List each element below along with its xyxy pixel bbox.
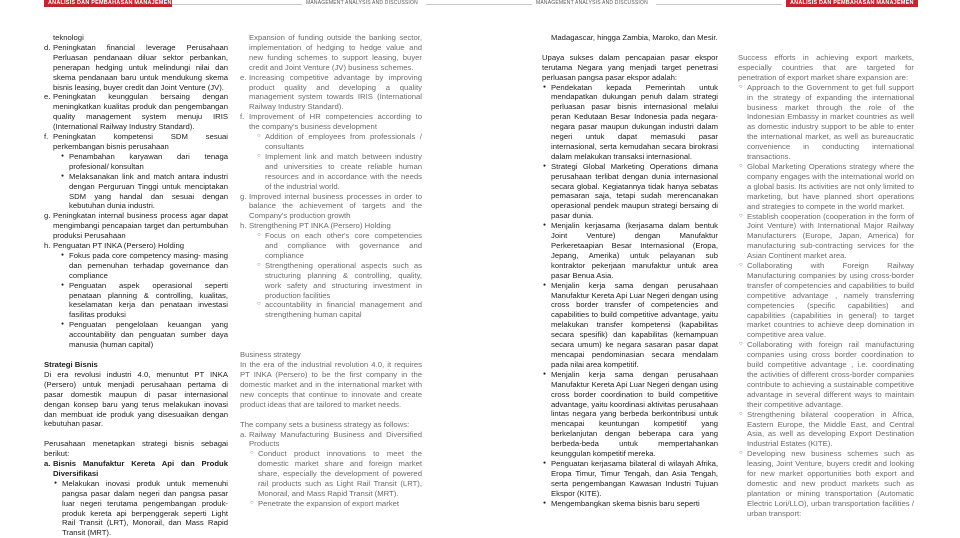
- bullet-item: ● Fokus pada core competency masing- masing dan pemenuhan terhadap governance dan compliance: [60, 251, 228, 281]
- list-item: f. Peningkatan kompetensi SDM sesuai perkembangan bisnis perusahaan: [44, 132, 228, 151]
- list-item: d. Peningkatan financial leverage Perusahaan Perluasan pendanaan diluar sektor perbankan, penerapan hedging untuk melindungi nilai dan skema pendanaan baru untuk mendukung skema bisnis leasing, buyer credit dan Joint Venture (JV).: [44, 42, 228, 92]
- bullet-item: ● Penguatan aspek operasional seperti penataan planning & controlling, kualitas, keselamatan kerja dan penataan investasi fasilitas produksi: [60, 281, 228, 321]
- header-subtitle-left: MANAGEMENT ANALYSIS AND DISCUSSION: [306, 0, 418, 6]
- column-english-right: [738, 53, 914, 519]
- bullet-item: ● Menjalin kerja sama dengan perusahaan Manufaktur Kereta Api Luar Negeri dengan using cross border coordination to build competitive advantage, yaitu koordinasi aktivitas perusahaan lintas negara yang berbeda berkontribusi untuk mencapai keuntungan kompetitif yang berkelanjutan dengan beberapa cara yang berbeda-beda untuk mempertahankan keunggulan kompetitif mereka.: [542, 370, 718, 459]
- bullet-item: ● Menjalin kerjasama (kerjasama dalam bentuk Joint Venture) dengan Manufaktur Perkeretaapian Besar Internasional (Eropa, Jepang, Amerika) untuk pelayanan sub kontraktor pekerjaan manufaktur untuk area pasar Benua Asia.: [542, 221, 718, 280]
- paragraph: Expansion of funding outside the banking sector, implementation of hedging to hedge value and new funding schemes to support leasing, buyer credit and Joint Venture (JV) business schemes.: [249, 33, 422, 72]
- bullet-item: ○ Collaborating with Foreign Railway Manufacturing companies by using cross-border transfer of competencies and capabilities to build competitive advantage , namely transferring competencies (specific capabilities) and capabilities (capabilities in general) to target market countries to achieve deep domination in competitive area value.: [738, 261, 914, 340]
- bullet-item: ● Penambahan karyawan dari tenaga profesional/ konsultan: [60, 152, 228, 172]
- bullet-item: ● Penguatan kerjasama bilateral di wilayah Afrika, Eropa Timur, Timur Tengah, dan Asia Tengah, serta pengembangan Kawasan Industri Tujuan Ekspor (KITE).: [542, 459, 718, 499]
- bullet-item: ○ Implement link and match between industry and universities to create reliable human resources and in accordance with the needs of the industrial world.: [256, 152, 422, 192]
- list-item: h. Strengthening PT INKA (Persero) Holding: [240, 221, 391, 231]
- header-tag-left: ANALISIS DAN PEMBAHASAN MANAJEMEN: [44, 0, 172, 7]
- text-line: teknologi: [53, 33, 84, 42]
- paragraph: Di era revolusi industri 4.0, menuntut PT INKA (Persero) untuk menjadi perusahaan pertama di pasar domestik maupun di pasar internasional dengan konsep baru yang terus melakukan inovasi dan membuat ide produk yang disesuaikan dengan kebutuhan pasar.: [44, 369, 228, 429]
- list-item: h. Penguatan PT INKA (Persero) Holding: [44, 241, 185, 251]
- bullet-item: ○ Conduct product innovations to meet the domestic market share and foreign market share, especially the development of powered rail products such as Light Rail Transit (LRT), Monorail, and Mass Rapid Transit (MRT).: [249, 449, 422, 499]
- paragraph: Upaya sukses dalam pencapaian pasar ekspor terutama Negara yang menjadi target penetrasi perluasan pangsa pasar ekspor adalah:: [542, 52, 718, 82]
- bullet-item: ○ Focus on each other's core competencies and compliance with governance and compliance: [256, 231, 422, 261]
- bullet-item: ● Strategi Global Marketing Operations dimana perusahaan terlibat dengan dunia internasional secara global. Kegiatannya tidak hanya sebatas pemasaran saja, tetapi sudah merencanakan operasional pendek maupun strategi bersaing di pasar dunia.: [542, 162, 718, 221]
- section-heading: Business strategy: [240, 350, 301, 360]
- page-header: [0, 0, 960, 8]
- list-item: f. Improvement of HR competencies according to the company's business development: [240, 112, 422, 132]
- bullet-item: ● Mengembangkan skema bisnis baru seperti: [542, 499, 718, 509]
- bullet-item: ○ Establish cooperation (cooperation in the form of Joint Venture) with International Major Railway Manufacturers (Europe, Japan, America) for manufacturing sub-contracting services for the Asian Continent market area.: [738, 212, 914, 262]
- bullet-item: ○ Addition of employees from professionals / consultants: [256, 132, 422, 152]
- header-tag-right: ANALISIS DAN PEMBAHASAN MANAJEMEN: [786, 0, 918, 7]
- column-indonesian-right: [542, 33, 718, 508]
- bullet-item: ○ accountability in financial management and strengthening human capital: [256, 300, 422, 320]
- paragraph: The company sets a business strategy as follows:: [240, 419, 410, 429]
- bullet-item: ● Pendekatan kepada Pemerintah untuk mendapatkan dukungan penuh dalam strategi perluasan pasar bisnis internasional melalui peran Kedutaan Besar Indonesia pada negara-negara pasar maupun dukungan industri dalam negeri untuk dapat memasuki pasar internasional, serta kemudahan secara birokrasi dalam melakukan transaksi internasional.: [542, 83, 718, 162]
- list-item: g. Improved internal business processes in order to balance the achievement of targets and the Company's production growth: [240, 191, 422, 221]
- list-item: g. Peningkatan internal business process agar dapat mengimbangi pencapaian target dan pertumbuhan produksi Perusahaan: [44, 211, 228, 241]
- list-item: e. Increasing competitive advantage by improving product quality and developing a quality management system towards IRIS (International Railway Industry Standard).: [240, 72, 422, 112]
- paragraph: Perusahaan menetapkan strategi bisnis sebagai berikut:: [44, 439, 228, 459]
- section-heading: Strategi Bisnis: [44, 360, 98, 369]
- bullet-item: ○ Collaborating with foreign rail manufacturing companies using cross border coordination to build competitive advantage , i.e. coordinating the activities of different cross-border companies contribute to achieving a sustainable competitive advantage in several different ways to maintain their competitive advantage.: [738, 340, 914, 409]
- list-item: e. Peningkatan keunggulan bersaing dengan meningkatkan kualitas produk dan pengembangan quality management system menuju IRIS (International Railway Industry Standard).: [44, 92, 228, 132]
- bullet-item: ● Melakukan inovasi produk untuk memenuhi pangsa pasar dalam negeri dan pangsa pasar luar negeri terutama pengembangan produk-produk kereta api berpenggerak seperti Light Rail Transit (LRT), Monorail, dan Mass Rapid Transit (MRT).: [53, 479, 228, 538]
- bullet-item: ○ Approach to the Government to get full support in the strategy of expanding the international business market through the role of the Indonesian Embassy in market countries as well as domestic industry support to be able to enter the international market, as well as bureaucratic convenience in conducting international transactions.: [738, 83, 914, 162]
- bullet-item: ○ Developing new business schemes such as leasing, Joint Venture, buyers credit and looking for new market opportunities both export and domestic and new product markets such as plantation or mining transportation (Automatic Electric Lori/LLO), urban transportation facilities / urban transport:: [738, 449, 914, 518]
- header-rule-right: [656, 4, 782, 5]
- bullet-item: ○ Penetrate the expansion of export market: [249, 499, 422, 509]
- header-subtitle-right: MANAGEMENT ANALYSIS AND DISCUSSION: [536, 0, 648, 6]
- bullet-item: ● Menjalin kerja sama dengan perusahaan Manufaktur Kereta Api Luar Negeri dengan using cross border transfer of competencies and capabilities to build competitive advantage, yaitu melakukan transfer kompetensi (kapabilitas secara spesifik) dan kapabilitas (kemampuan secara umum) ke negara sasaran pasar dapat mencapai pendominasian secara mendalam pada nilai area kompetitif.: [542, 281, 718, 370]
- bullet-item: ○ Strengthening bilateral cooperation in Africa, Eastern Europe, the Middle East, and Central Asia, as well as developing Export Destination Industrial Estates (KITE).: [738, 410, 914, 450]
- bullet-item: ○ Strengthening operational aspects such as structuring planning & controlling, quality, work safety and structuring investment in production facilities: [256, 261, 422, 301]
- bullet-item: ○ Global Marketing Operations strategy where the company engages with the international world on a global basis. Its activities are not only limited to marketing, but have planned short operations and strategies to compete in the world market.: [738, 162, 914, 212]
- column-english-left: [240, 33, 422, 509]
- paragraph: Success efforts in achieving export markets, especially countries that are targeted for penetration of export market share expansion are:: [738, 53, 914, 82]
- header-rule-left: [168, 4, 302, 5]
- list-item: a. Railway Manufacturing Business and Diversified Products: [240, 429, 422, 449]
- list-item: a. Bisnis Manufaktur Kereta Api dan Produk Diversifikasi: [44, 459, 228, 478]
- column-indonesian-left: [44, 33, 228, 538]
- header-rule-center: [426, 4, 532, 5]
- bullet-item: ● Melaksanakan link and match antara industri dengan Perguruan Tinggi untuk menciptakan SDM yang handal dan sesuai dengan kebutuhan dunia industri.: [60, 172, 228, 212]
- paragraph: In the era of the industrial revolution 4.0, it requires PT INKA (Persero) to be the first company in the domestic market and in the international market with new concepts that continue to innovate and create product ideas that are tailored to market needs.: [240, 360, 422, 409]
- text-line: Madagascar, hingga Zambia, Maroko, dan Mesir.: [551, 33, 718, 42]
- bullet-item: ● Penguatan pengelolaan keuangan yang accountability dan penguatan sumber daya manusia (human capital): [60, 320, 228, 350]
